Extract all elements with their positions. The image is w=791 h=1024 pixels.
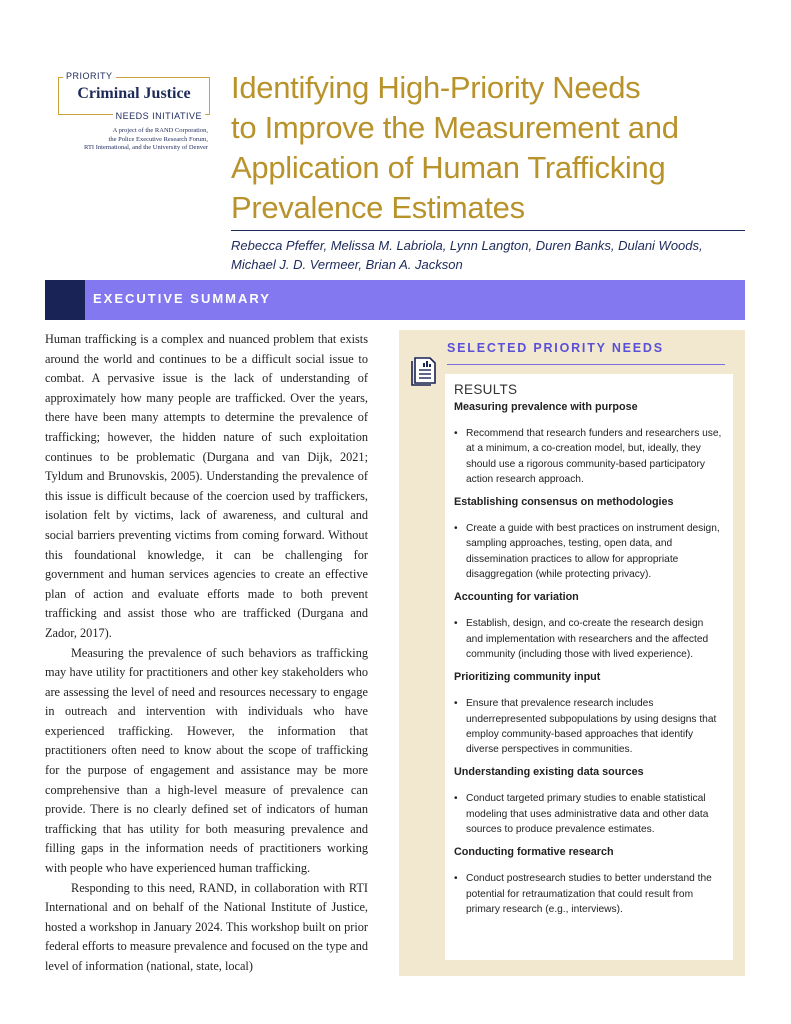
report-title [231, 68, 751, 228]
executive-summary-heading: EXECUTIVE SUMMARY [93, 291, 271, 306]
section-title: Establishing consensus on methodologies [454, 496, 674, 509]
priority-needs-sidebar [399, 330, 745, 976]
section-bullet: • Ensure that prevalence research includes underrepresented subpopulations by using designs that employ community-based approaches that identify diverse perspectives in communities. [454, 696, 723, 757]
logo-frame [58, 71, 210, 121]
executive-summary-banner [45, 280, 745, 320]
logo-note-line: A project of the RAND Corporation, [112, 127, 208, 134]
logo-top-text: PRIORITY [63, 71, 116, 81]
authors-line: Michael J. D. Vermeer, Brian A. Jackson [231, 257, 463, 272]
results-panel [445, 374, 733, 960]
section-title: Conducting formative research [454, 846, 614, 859]
authors [231, 236, 751, 274]
title-line: Application of Human Trafficking [231, 150, 666, 185]
sidebar-heading: SELECTED PRIORITY NEEDS [447, 341, 664, 355]
body-paragraph: Measuring the prevalence of such behaviors as trafficking may have utility for practitioners and other key stakeholders who are assessing the level of need and resources necessary to engage in outreach and intervention with individuals who have experienced trafficking. However, the information that practitioners often need to know about the scope of trafficking for the purpose of engagement and assistance may be more comprehensive than a high-level measure of prevalence can provide. There is no clearly defined set of indicators of human trafficking that has utility for both measuring prevalence and filling gaps in the information needs of practitioners working with people who have experienced human trafficking. [45, 645, 368, 876]
section-bullet: • Conduct targeted primary studies to enable statistical modeling that uses administrative data and other data sources to produce prevalence estimates. [454, 791, 723, 837]
title-line: to Improve the Measurement and [231, 110, 679, 145]
section-title: Prioritizing community input [454, 671, 601, 684]
section-bullet: • Establish, design, and co-create the research design and implementation with researchers and the affected community (including those with lived experience). [454, 616, 723, 662]
section-title: Accounting for variation [454, 591, 579, 604]
section-bullet: • Create a guide with best practices on instrument design, sampling approaches, testing, open data, and dissemination practices to allow for appropriate disaggregation (while protecting privacy). [454, 521, 723, 582]
title-line: Prevalence Estimates [231, 190, 525, 225]
section-bullet: • Recommend that research funders and researchers use, at a minimum, a co-creation model, but, ideally, they should use a rigorous community-based participatory action research approach. [454, 426, 723, 487]
authors-line: Rebecca Pfeffer, Melissa M. Labriola, Lynn Langton, Duren Banks, Dulani Woods, [231, 238, 703, 253]
banner-accent-block [45, 280, 85, 320]
document-chart-icon [411, 354, 439, 386]
body-paragraph: Responding to this need, RAND, in collaboration with RTI International and on behalf of the National Institute of Justice, hosted a workshop in January 2024. This workshop built on prior federal efforts to measure prevalence and focused on the type and level of information (national, state, local) [45, 880, 368, 973]
results-label: RESULTS [454, 382, 518, 397]
sidebar-divider [447, 364, 725, 365]
section-title: Understanding existing data sources [454, 766, 644, 779]
section-bullet: • Conduct postresearch studies to better understand the potential for retraumatization that could result from primary research (e.g., interviews). [454, 871, 723, 917]
cjni-logo [58, 71, 210, 153]
title-divider [231, 230, 745, 231]
logo-bottom-text: NEEDS INITIATIVE [113, 111, 205, 121]
logo-note-line: RTI International, and the University of Denver [84, 144, 208, 151]
body-text-column [45, 330, 368, 977]
logo-note [58, 127, 210, 153]
logo-note-line: the Police Executive Research Forum, [108, 135, 208, 143]
section-title: Measuring prevalence with purpose [454, 401, 638, 413]
logo-main-text: Criminal Justice [77, 85, 191, 102]
body-paragraph: Human trafficking is a complex and nuanced problem that exists around the world and continues to be a difficult social issue to combat. A pervasive issue is the lack of understanding of approximately how many people are trafficked. Over the years, there have been many attempts to determine the prevalence of trafficking; however, the hidden nature of such exploitation continues to be problematic (Durgana and van Dijk, 2021; Tyldum and Brunovskis, 2005). Understanding the prevalence of this issue is difficult because of the coercion used by traffickers, isolation felt by victims, lack of awareness, and cultural and social barriers preventing victims from coming forward. Without this foundational knowledge, it can be challenging for government and human services agencies to create an effective plan of action and evaluate efforts made to both prevent trafficking and assist those who are trafficked (Durgana and Zador, 2017). [45, 332, 368, 640]
title-line: Identifying High-Priority Needs [231, 70, 641, 105]
